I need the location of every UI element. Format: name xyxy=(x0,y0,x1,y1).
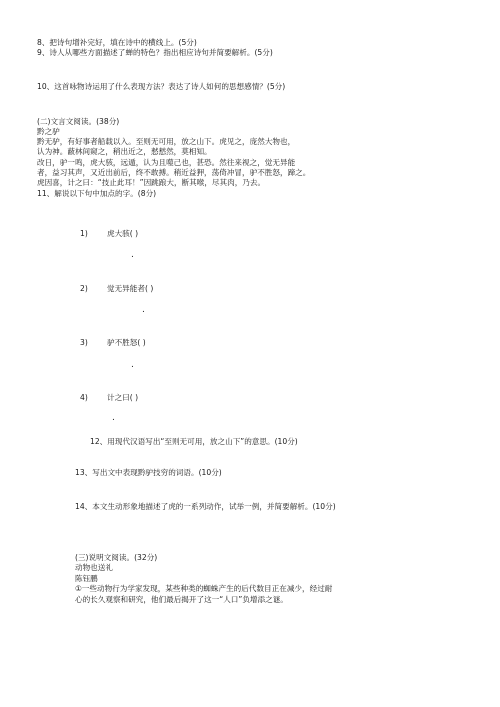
answer-dot: . xyxy=(131,360,134,370)
item-text: 觉无异能者( ) xyxy=(107,284,154,293)
article-line: 心的长久观察和研究，他们最后揭开了这一“人口”负增添之谜。 xyxy=(75,595,288,604)
q11-item-2 xyxy=(80,284,153,294)
article-title: 动物也送礼 xyxy=(75,563,113,572)
question-8: 8、把诗句增补完好，填在诗中的横线上。(5分) xyxy=(37,38,197,47)
passage-line: 者，益习其声，又近出前后，终不敢搏。稍近益狎，荡倚冲冒，驴不胜怒，蹄之。 xyxy=(37,168,311,177)
question-13: 13、写出文中表现黔驴技穷的词语。(10分) xyxy=(75,468,222,477)
q11-item-3 xyxy=(80,338,146,348)
q11-item-1 xyxy=(80,229,138,239)
question-9: 9、诗人从哪些方面描述了蝉的特色？指出相应诗句并简要解析。(5分) xyxy=(37,48,273,57)
item-number: 1) xyxy=(80,229,88,238)
question-14: 14、本文生动形象地描述了虎的一系列动作，试举一例，并简要解析。(10分) xyxy=(75,502,336,511)
article-line: ①一些动物行为学家发现，某些种类的蜘蛛产生的后代数目正在减少，经过耐 xyxy=(75,584,333,593)
passage-line: 黔无驴，有好事者船载以入。至则无可用，放之山下。虎见之，庞然大物也， xyxy=(37,137,296,146)
item-number: 3) xyxy=(80,338,88,347)
item-number: 4) xyxy=(80,393,88,402)
article-author: 陈钰鹏 xyxy=(75,574,98,583)
passage-line: 改日，驴一鸣，虎大骇，远遁，认为且噬己也，甚恐。然往来视之，觉无异能 xyxy=(37,158,296,167)
item-text: 虎大骇( ) xyxy=(107,229,139,238)
passage-line: 虎因喜，计之曰：“技止此耳！”因跳踉大，断其喉，尽其肉，乃去。 xyxy=(37,178,266,187)
question-11: 11、解说以下句中加点的字。(8分) xyxy=(37,189,157,198)
item-text: 计之曰( ) xyxy=(107,393,139,402)
answer-dot: . xyxy=(131,250,134,260)
answer-dot: . xyxy=(142,305,145,315)
answer-dot: . xyxy=(112,413,115,423)
passage-line: 认为神。蔽林间窥之，稍出近之，慭慭然，莫相知。 xyxy=(37,147,212,156)
question-12: 12、用现代汉语写出“至则无可用，放之山下”的意思。(10分) xyxy=(90,437,298,446)
question-10: 10、这首咏物诗运用了什么表现方法？表达了诗人如何的思想感情？(5分) xyxy=(37,82,286,91)
item-text: 驴不胜怒( ) xyxy=(107,338,146,347)
item-number: 2) xyxy=(80,284,88,293)
q11-item-4 xyxy=(80,393,138,403)
passage-title: 黔之驴 xyxy=(37,127,60,136)
section-2-heading: (二)文言文阅读。(38分) xyxy=(37,117,120,126)
section-3-heading: (三)说明文阅读。(32分) xyxy=(75,553,158,562)
